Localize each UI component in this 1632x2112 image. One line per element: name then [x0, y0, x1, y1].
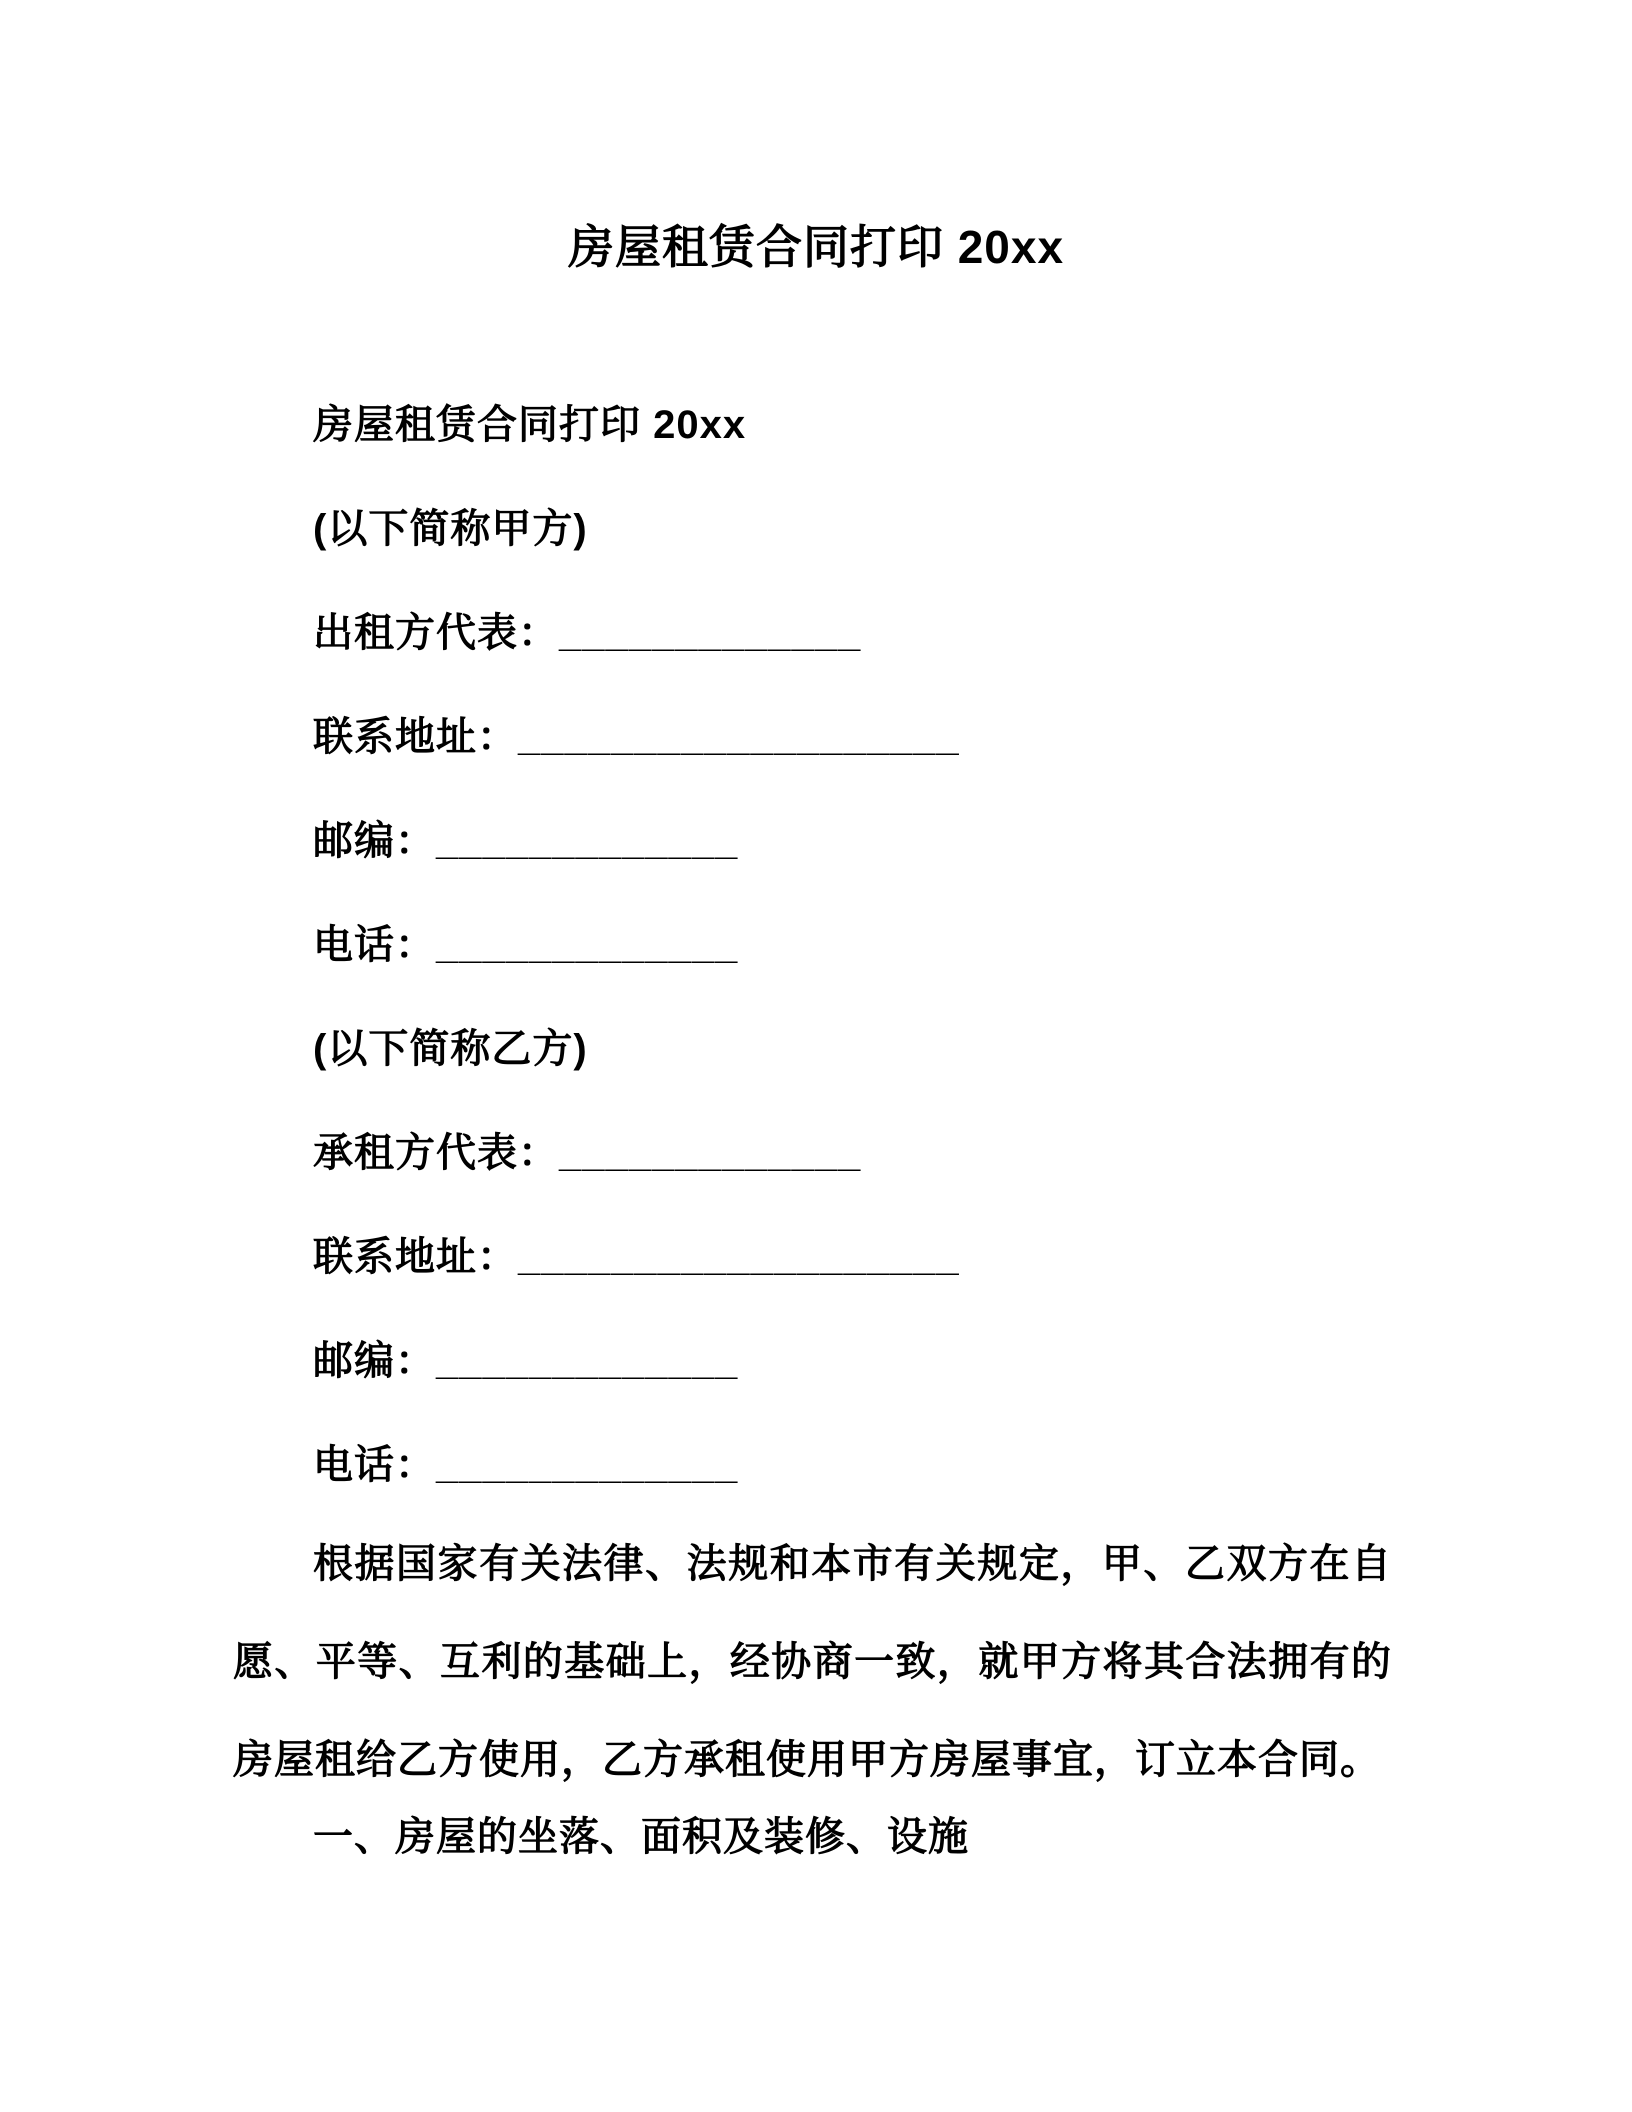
intro-title-line: 房屋租赁合同打印 20xx: [313, 403, 747, 448]
lessee-postcode-line: 邮编：_____________: [313, 1339, 739, 1384]
lessor-contact-address-line: 联系地址：___________________: [313, 715, 960, 760]
document-body: [233, 403, 1392, 1860]
section-one-heading: 一、房屋的坐落、面积及装修、设施: [313, 1815, 969, 1860]
lessor-phone-line: 电话：_____________: [313, 923, 739, 968]
lessee-representative-line: 承租方代表：_____________: [313, 1131, 862, 1176]
lessee-contact-address-line: 联系地址：___________________: [313, 1235, 960, 1280]
lessor-postcode-line: 邮编：_____________: [313, 819, 739, 864]
preamble-paragraph: 根据国家有关法律、法规和本市有关规定，甲、乙双方在自愿、平等、互利的基础上，经协商一致，就甲方将其合法拥有的房屋租给乙方使用，乙方承租使用甲方房屋事宜，订立本合同。: [233, 1542, 1392, 1783]
lessee-phone-line: 电话：_____________: [313, 1443, 739, 1488]
lessor-representative-line: 出租方代表：_____________: [313, 611, 862, 656]
page-title: 房屋租赁合同打印 20xx: [567, 221, 1065, 273]
party-a-label: (以下简称甲方): [313, 507, 588, 552]
party-b-label: (以下简称乙方): [313, 1027, 588, 1072]
